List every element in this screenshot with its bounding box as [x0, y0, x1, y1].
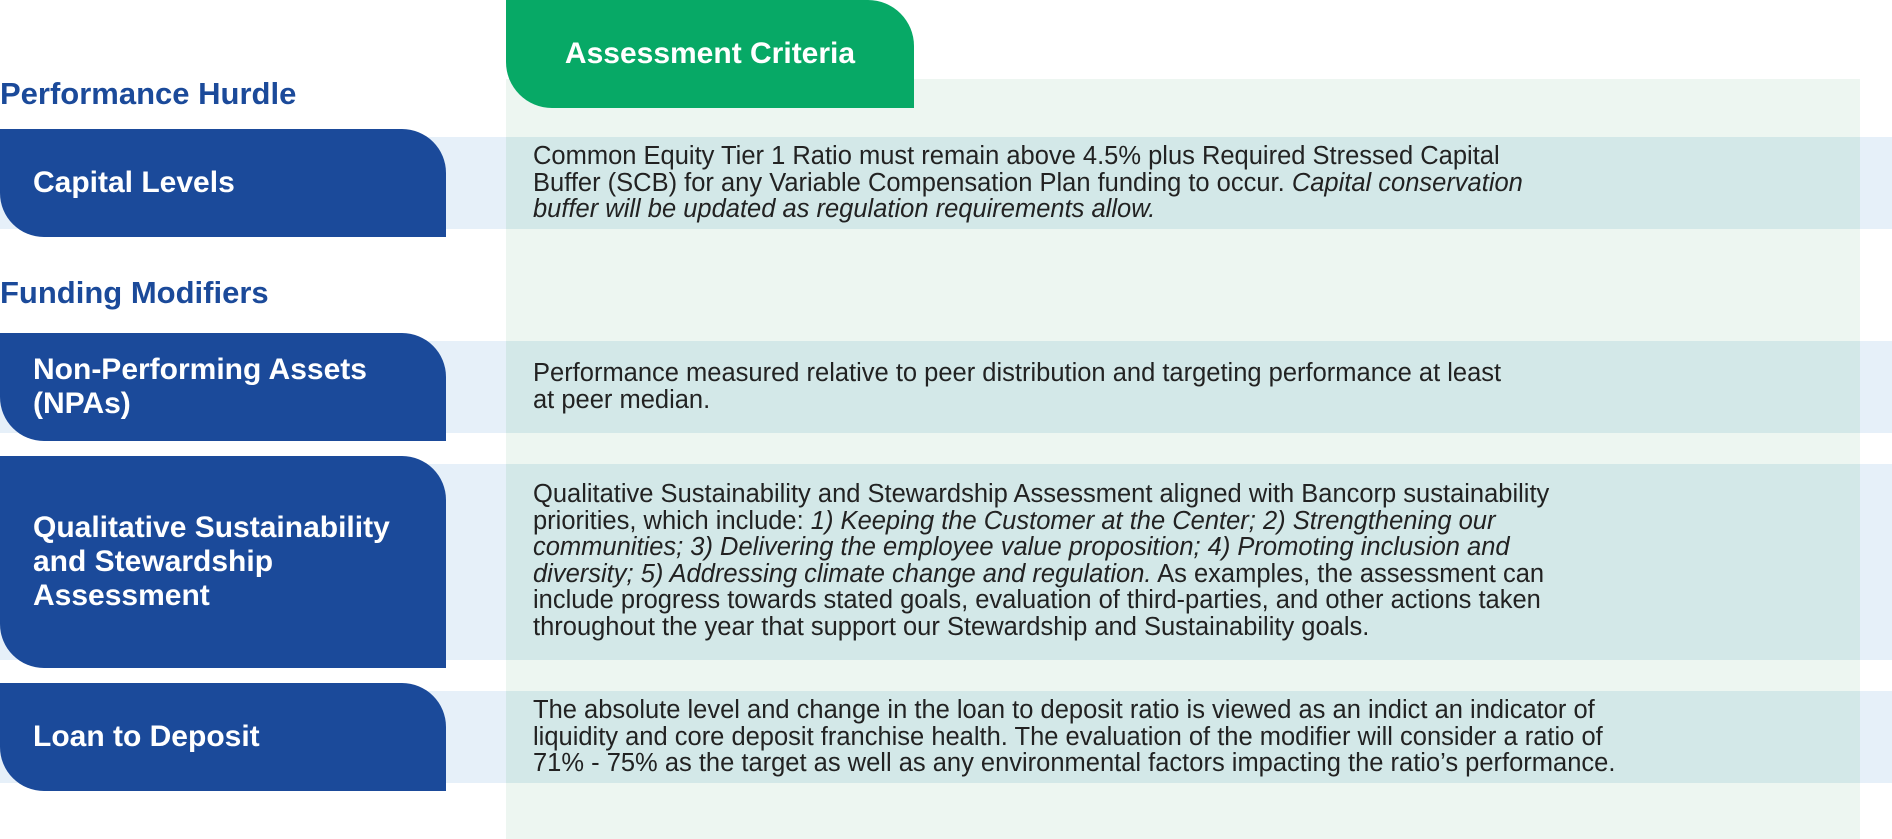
- criteria-text: As examples, the assessment can: [1151, 559, 1545, 588]
- criteria-line: 71% - 75% as the target as well as any environmental factors impacting the ratio’s performance.: [533, 749, 1616, 777]
- criteria-italic-text: 1) Keeping the Customer at the Center; 2) Strengthening our: [810, 506, 1496, 535]
- criteria-italic-line: [533, 196, 1713, 223]
- qualitative-sustainability-label: Qualitative Sustainability and Stewardship Assessment: [0, 456, 446, 668]
- criteria-text: Common Equity Tier 1 Ratio must remain above 4.5% plus Required Stressed Capital: [533, 142, 1500, 170]
- capital-levels-criteria: [533, 143, 1713, 223]
- loan-to-deposit-label: Loan to Deposit: [0, 683, 446, 791]
- criteria-line: [533, 143, 1713, 170]
- criteria-line: [533, 170, 1713, 197]
- criteria-line: [533, 508, 1713, 535]
- criteria-italic-line: communities; 3) Delivering the employee value proposition; 4) Promoting inclusion and: [533, 533, 1510, 561]
- npas-criteria: [533, 360, 1713, 413]
- criteria-line: Performance measured relative to peer distribution and targeting performance at least: [533, 359, 1502, 387]
- criteria-italic-text: Capital conservation: [1291, 168, 1523, 197]
- criteria-line: throughout the year that support our Stewardship and Sustainability goals.: [533, 612, 1370, 641]
- criteria-text: Buffer (SCB) for any Variable Compensation Plan funding to occur.: [533, 168, 1292, 197]
- criteria-line: at peer median.: [533, 385, 711, 414]
- criteria-line: The absolute level and change in the loan to deposit ratio is viewed as an indict an indicator of: [533, 696, 1595, 724]
- criteria-line: liquidity and core deposit franchise health. The evaluation of the modifier will consider a ratio of: [533, 722, 1603, 751]
- criteria-text: priorities, which include:: [533, 506, 811, 535]
- capital-levels-label: Capital Levels: [0, 129, 446, 237]
- criteria-line: include progress towards stated goals, evaluation of third-parties, and other actions taken: [533, 586, 1541, 614]
- criteria-line: [533, 561, 1713, 588]
- criteria-italic-text: diversity; 5) Addressing climate change and regulation.: [533, 559, 1152, 588]
- loan-to-deposit-criteria: [533, 697, 1713, 777]
- criteria-line: Qualitative Sustainability and Stewardship Assessment aligned with Bancorp sustainability: [533, 480, 1550, 508]
- qualitative-sustainability-criteria: [533, 481, 1713, 640]
- npas-label: Non-Performing Assets (NPAs): [0, 333, 446, 441]
- performance-hurdle-heading: Performance Hurdle: [0, 76, 297, 111]
- funding-modifiers-heading: Funding Modifiers: [0, 275, 269, 310]
- assessment-criteria-header: Assessment Criteria: [506, 0, 914, 108]
- criteria-italic-text: buffer will be updated as regulation requirements allow.: [533, 195, 1156, 223]
